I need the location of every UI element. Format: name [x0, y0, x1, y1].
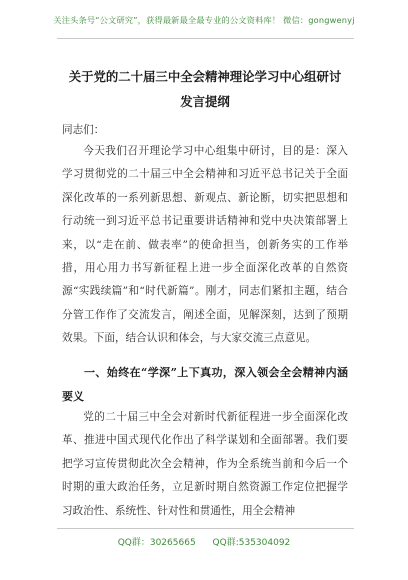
header-promo-text: 关注头条号“公文研究”，获得最新最全最专业的公文资料库！ 微信：gongwenyj	[53, 15, 355, 25]
paragraph-2: 党的二十届三中全会对新时代新征程进一步全面深化改革、推进中国式现代化作出了科学谋划和全面部署。我们要把学习宣传贯彻此次全会精神，作为全系统当前和今后一个时期的重大政治任务，立足新时期自然资源工作定位把握学习政治性、系统性、针对性和贯通性，用全会精神	[62, 411, 348, 517]
salutation: 同志们：	[62, 124, 105, 136]
footer-qq-group-2: QQ群:535304092	[212, 538, 291, 548]
section-heading-1: 一、始终在“学深”上下真功，深入领会全会精神内涵要义	[62, 366, 348, 403]
header-divider	[57, 38, 354, 39]
paragraph-1: 今天我们召开理论学习中心组集中研讨，目的是：深入学习贯彻党的二十届三中全会精神和习近平总书记关于全面深化改革的一系列新思想、新观点、新论断，切实把思想和行动统一到习近平总书记重要讲话精神和党中央决策部署上来，以“走在前、做表率”的使命担当，创新务实的工作举措，用心用力书写新征程上进一步全面深化改革的自然资源“实践续篇”和“时代新篇”。刚才，同志们紧扣主题，结合分管工作作了交流发言，阐述全面，见解深刻，达到了预期效果。下面，结合认识和体会，与大家交流三点意见。	[62, 145, 348, 345]
footer-contact	[0, 535, 408, 548]
footer-divider	[57, 528, 354, 529]
document-title: 关于党的二十届三中全会精神理论学习中心组研讨发言提纲	[68, 69, 342, 109]
footer-qq-group-1: QQ群：30265665	[117, 538, 196, 548]
